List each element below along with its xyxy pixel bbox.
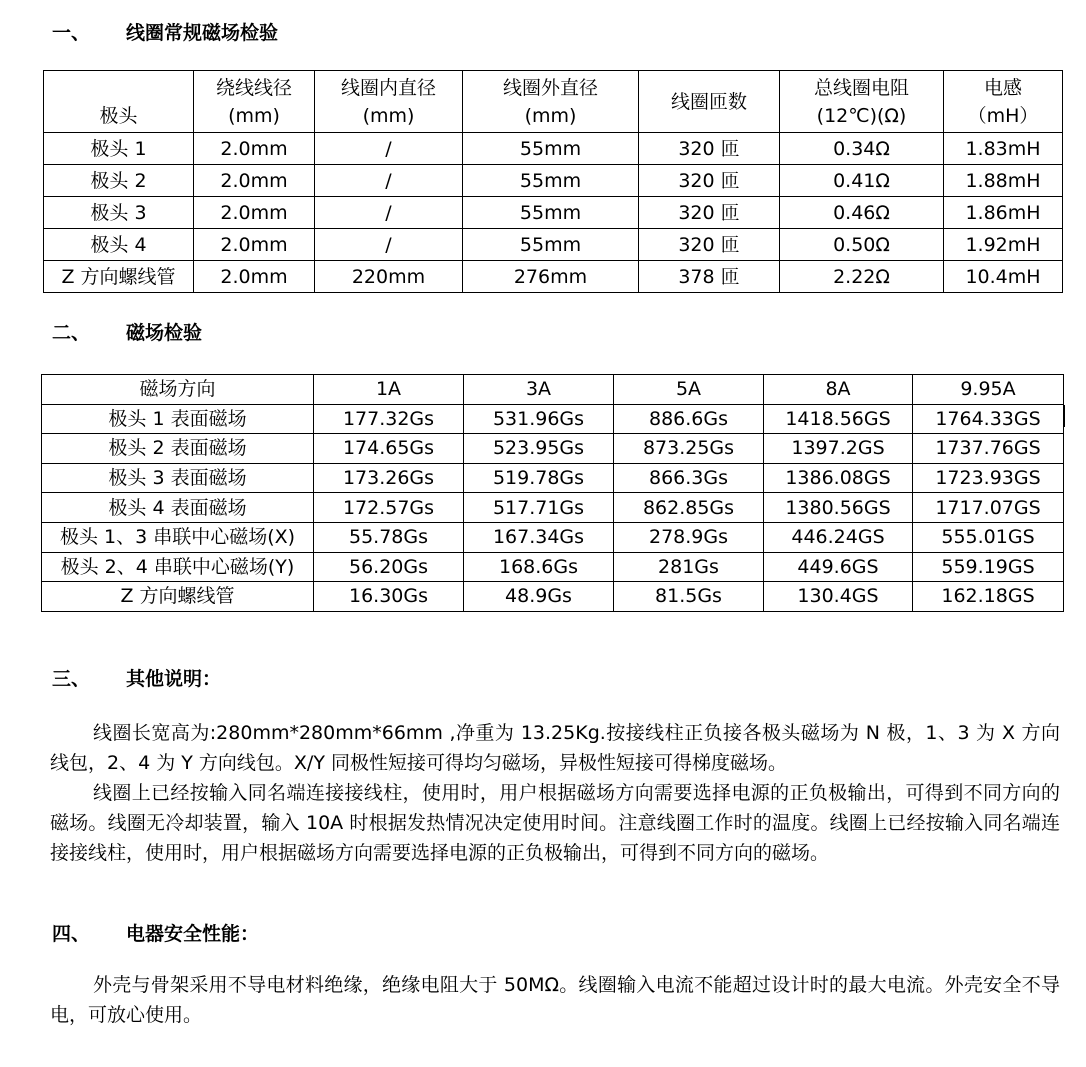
- section-2-heading: [52, 321, 202, 345]
- header-cell: 9.95A: [913, 375, 1064, 405]
- section-4-title: 电器安全性能：: [126, 923, 260, 945]
- table-cell: 2.22Ω: [780, 261, 944, 293]
- header-cell: 8A: [764, 375, 913, 405]
- table-cell: 0.46Ω: [780, 197, 944, 229]
- header-cell: 1A: [314, 375, 464, 405]
- table-cell: 281Gs: [614, 552, 764, 582]
- table-cell: 极头 2、4 串联中心磁场(Y): [42, 552, 314, 582]
- table-cell: 2.0mm: [194, 133, 315, 165]
- coil-spec-table: [43, 70, 1063, 293]
- table-cell: 177.32Gs: [314, 404, 464, 434]
- table-cell: 10.4mH: [944, 261, 1063, 293]
- text-cursor: [1064, 405, 1065, 427]
- header-cell: 电感 （mH）: [944, 71, 1063, 133]
- table-cell: 1717.07GS: [913, 493, 1064, 523]
- table-cell: 0.41Ω: [780, 165, 944, 197]
- header-cell: 线圈外直径 (mm): [463, 71, 639, 133]
- table-cell: 2.0mm: [194, 229, 315, 261]
- table-cell: 极头 1 表面磁场: [42, 404, 314, 434]
- table-header-row: [42, 375, 1064, 405]
- table-cell: 16.30Gs: [314, 582, 464, 612]
- table-row: [42, 493, 1064, 523]
- table-cell: 873.25Gs: [614, 434, 764, 464]
- header-cell: 磁场方向: [42, 375, 314, 405]
- table-cell: 320 匝: [639, 229, 780, 261]
- table-cell: 1723.93GS: [913, 463, 1064, 493]
- table-cell: 866.3Gs: [614, 463, 764, 493]
- table-cell: /: [315, 165, 463, 197]
- table-cell: 1397.2GS: [764, 434, 913, 464]
- section-1-heading: [52, 21, 278, 45]
- table-row: [44, 261, 1063, 293]
- table-cell: 517.71Gs: [464, 493, 614, 523]
- table-cell: 极头 2: [44, 165, 194, 197]
- table-cell: 220mm: [315, 261, 463, 293]
- header-cell: 线圈匝数: [639, 71, 780, 133]
- table-cell: 449.6GS: [764, 552, 913, 582]
- table-cell: 81.5Gs: [614, 582, 764, 612]
- table-row: [42, 522, 1064, 552]
- table-row: [42, 463, 1064, 493]
- table-cell: Z 方向螺线管: [44, 261, 194, 293]
- table-cell: 130.4GS: [764, 582, 913, 612]
- table-cell: 523.95Gs: [464, 434, 614, 464]
- section-4-body: [50, 970, 1060, 1030]
- table-cell: 320 匝: [639, 165, 780, 197]
- table-cell: 极头 1: [44, 133, 194, 165]
- table-cell: 886.6Gs: [614, 404, 764, 434]
- table-cell: 862.85Gs: [614, 493, 764, 523]
- table-cell: 极头 3 表面磁场: [42, 463, 314, 493]
- table-cell: 559.19GS: [913, 552, 1064, 582]
- table-cell: 极头 4 表面磁场: [42, 493, 314, 523]
- header-cell: 总线圈电阻 (12℃)(Ω): [780, 71, 944, 133]
- table-cell: 320 匝: [639, 197, 780, 229]
- table-cell: 55.78Gs: [314, 522, 464, 552]
- table-cell: 1.88mH: [944, 165, 1063, 197]
- table-cell: 1418.56GS: [764, 404, 913, 434]
- table-cell: 1.86mH: [944, 197, 1063, 229]
- paragraph: 外壳与骨架采用不导电材料绝缘，绝缘电阻大于 50MΩ。线圈输入电流不能超过设计时的最大电流。外壳安全不导电，可放心使用。: [50, 974, 1060, 1026]
- section-4-heading: [52, 922, 259, 946]
- table-cell: 378 匝: [639, 261, 780, 293]
- header-cell: 极头: [44, 71, 194, 133]
- table-cell: 0.50Ω: [780, 229, 944, 261]
- header-cell: 线圈内直径 (mm): [315, 71, 463, 133]
- section-3-heading: [52, 667, 221, 691]
- table-row: [42, 404, 1064, 434]
- table-cell: /: [315, 133, 463, 165]
- table-cell: 极头 2 表面磁场: [42, 434, 314, 464]
- table-cell: 1737.76GS: [913, 434, 1064, 464]
- table-row: [42, 434, 1064, 464]
- section-1-number: 一、: [52, 22, 91, 44]
- section-4-number: 四、: [52, 923, 91, 945]
- table-cell: 168.6Gs: [464, 552, 614, 582]
- header-cell: 5A: [614, 375, 764, 405]
- section-3-title: 其他说明：: [126, 668, 222, 690]
- table-row: [42, 552, 1064, 582]
- table-row: [44, 133, 1063, 165]
- table-cell: 55mm: [463, 229, 639, 261]
- table-cell: 519.78Gs: [464, 463, 614, 493]
- section-2-title: 磁场检验: [126, 322, 203, 344]
- table-cell: Z 方向螺线管: [42, 582, 314, 612]
- table-row: [44, 165, 1063, 197]
- table-cell: 276mm: [463, 261, 639, 293]
- table-cell: 167.34Gs: [464, 522, 614, 552]
- table-cell: 278.9Gs: [614, 522, 764, 552]
- table-cell: 173.26Gs: [314, 463, 464, 493]
- magnetic-field-table: [41, 374, 1064, 612]
- table-cell: /: [315, 197, 463, 229]
- table-cell: 55mm: [463, 165, 639, 197]
- table-cell: 172.57Gs: [314, 493, 464, 523]
- table-cell: 0.34Ω: [780, 133, 944, 165]
- table-cell: 55mm: [463, 197, 639, 229]
- table-cell: 531.96Gs: [464, 404, 614, 434]
- table-cell: 320 匝: [639, 133, 780, 165]
- table-cell: 56.20Gs: [314, 552, 464, 582]
- table-cell: 446.24GS: [764, 522, 913, 552]
- table-cell: 174.65Gs: [314, 434, 464, 464]
- table-cell: 极头 4: [44, 229, 194, 261]
- table-row: [44, 229, 1063, 261]
- table-cell: 极头 1、3 串联中心磁场(X): [42, 522, 314, 552]
- table-cell: 2.0mm: [194, 261, 315, 293]
- table-cell: 555.01GS: [913, 522, 1064, 552]
- paragraph: 线圈长宽高为:280mm*280mm*66mm ,净重为 13.25Kg.按接线柱正负接各极头磁场为 N 极，1、3 为 X 方向线包，2、4 为 Y 方向线包。X/Y 同极性短接可得均匀磁场，异极性短接可得梯度磁场。: [50, 722, 1060, 774]
- table-cell: 极头 3: [44, 197, 194, 229]
- table-cell: 1.92mH: [944, 229, 1063, 261]
- table-cell: 1380.56GS: [764, 493, 913, 523]
- paragraph: 线圈上已经按输入同名端连接接线柱，使用时，用户根据磁场方向需要选择电源的正负极输出，可得到不同方向的磁场。线圈无冷却装置，输入 10A 时根据发热情况决定使用时间。注意线圈工作时的温度。线圈上已经按输入同名端连接接线柱，使用时，用户根据磁场方向需要选择电源的正负极输出，可得到不同方向的磁场。: [50, 782, 1060, 864]
- table-row: [44, 197, 1063, 229]
- table-cell: 1386.08GS: [764, 463, 913, 493]
- table-header-row: [44, 71, 1063, 133]
- table-row: [42, 582, 1064, 612]
- table-cell: 1764.33GS: [913, 404, 1064, 434]
- table-cell: 162.18GS: [913, 582, 1064, 612]
- table-cell: 1.83mH: [944, 133, 1063, 165]
- section-3-body: [50, 718, 1060, 868]
- section-2-number: 二、: [52, 322, 91, 344]
- table-cell: 48.9Gs: [464, 582, 614, 612]
- table-cell: 2.0mm: [194, 197, 315, 229]
- table-cell: 2.0mm: [194, 165, 315, 197]
- header-cell: 3A: [464, 375, 614, 405]
- section-3-number: 三、: [52, 668, 91, 690]
- header-cell: 绕线线径 (mm): [194, 71, 315, 133]
- table-cell: 55mm: [463, 133, 639, 165]
- section-1-title: 线圈常规磁场检验: [126, 22, 279, 44]
- table-cell: /: [315, 229, 463, 261]
